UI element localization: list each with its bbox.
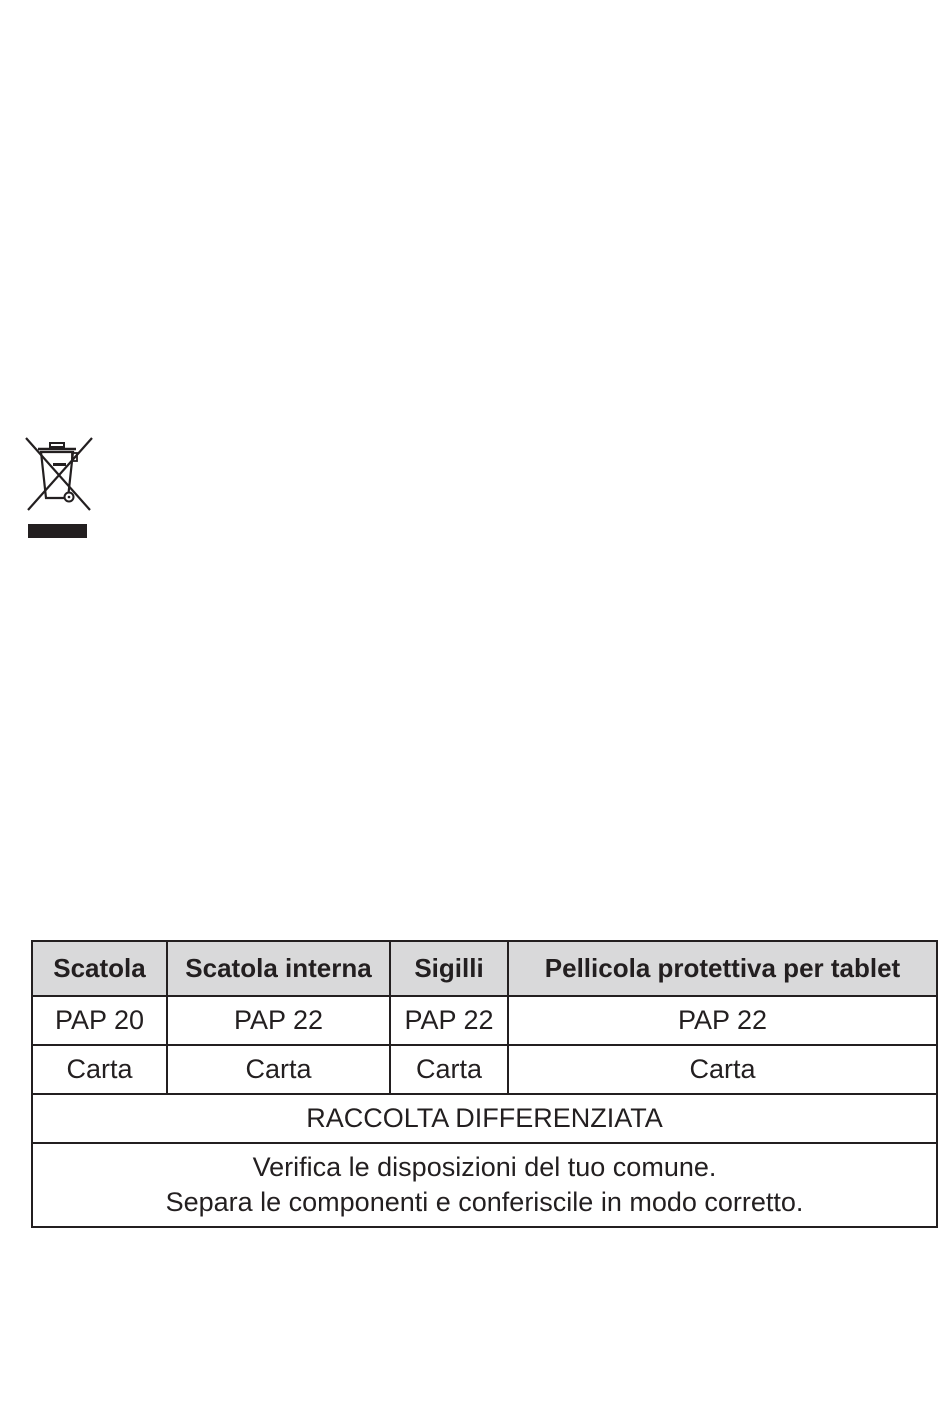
table-header-row bbox=[32, 941, 937, 996]
code-cell: PAP 22 bbox=[508, 996, 937, 1045]
table-row-materials bbox=[32, 1045, 937, 1094]
notes-line: Separa le componenti e conferiscile in modo corretto. bbox=[165, 1187, 804, 1217]
packaging-disposal-table bbox=[31, 940, 938, 1228]
notes-line: Verifica le disposizioni del tuo comune. bbox=[252, 1152, 717, 1182]
code-cell: PAP 22 bbox=[390, 996, 508, 1045]
code-cell: PAP 22 bbox=[167, 996, 390, 1045]
notes-cell bbox=[32, 1143, 937, 1227]
table-row-notes bbox=[32, 1143, 937, 1227]
material-cell: Carta bbox=[390, 1045, 508, 1094]
header-scatola-interna: Scatola interna bbox=[167, 941, 390, 996]
table-row-collection bbox=[32, 1094, 937, 1143]
header-scatola: Scatola bbox=[32, 941, 167, 996]
material-cell: Carta bbox=[508, 1045, 937, 1094]
header-pellicola: Pellicola protettiva per tablet bbox=[508, 941, 937, 996]
crossed-out-wheelie-bin-icon bbox=[22, 436, 94, 540]
collection-label: RACCOLTA DIFFERENZIATA bbox=[32, 1094, 937, 1143]
table-row-codes bbox=[32, 996, 937, 1045]
material-cell: Carta bbox=[32, 1045, 167, 1094]
code-cell: PAP 20 bbox=[32, 996, 167, 1045]
material-cell: Carta bbox=[167, 1045, 390, 1094]
header-sigilli: Sigilli bbox=[390, 941, 508, 996]
